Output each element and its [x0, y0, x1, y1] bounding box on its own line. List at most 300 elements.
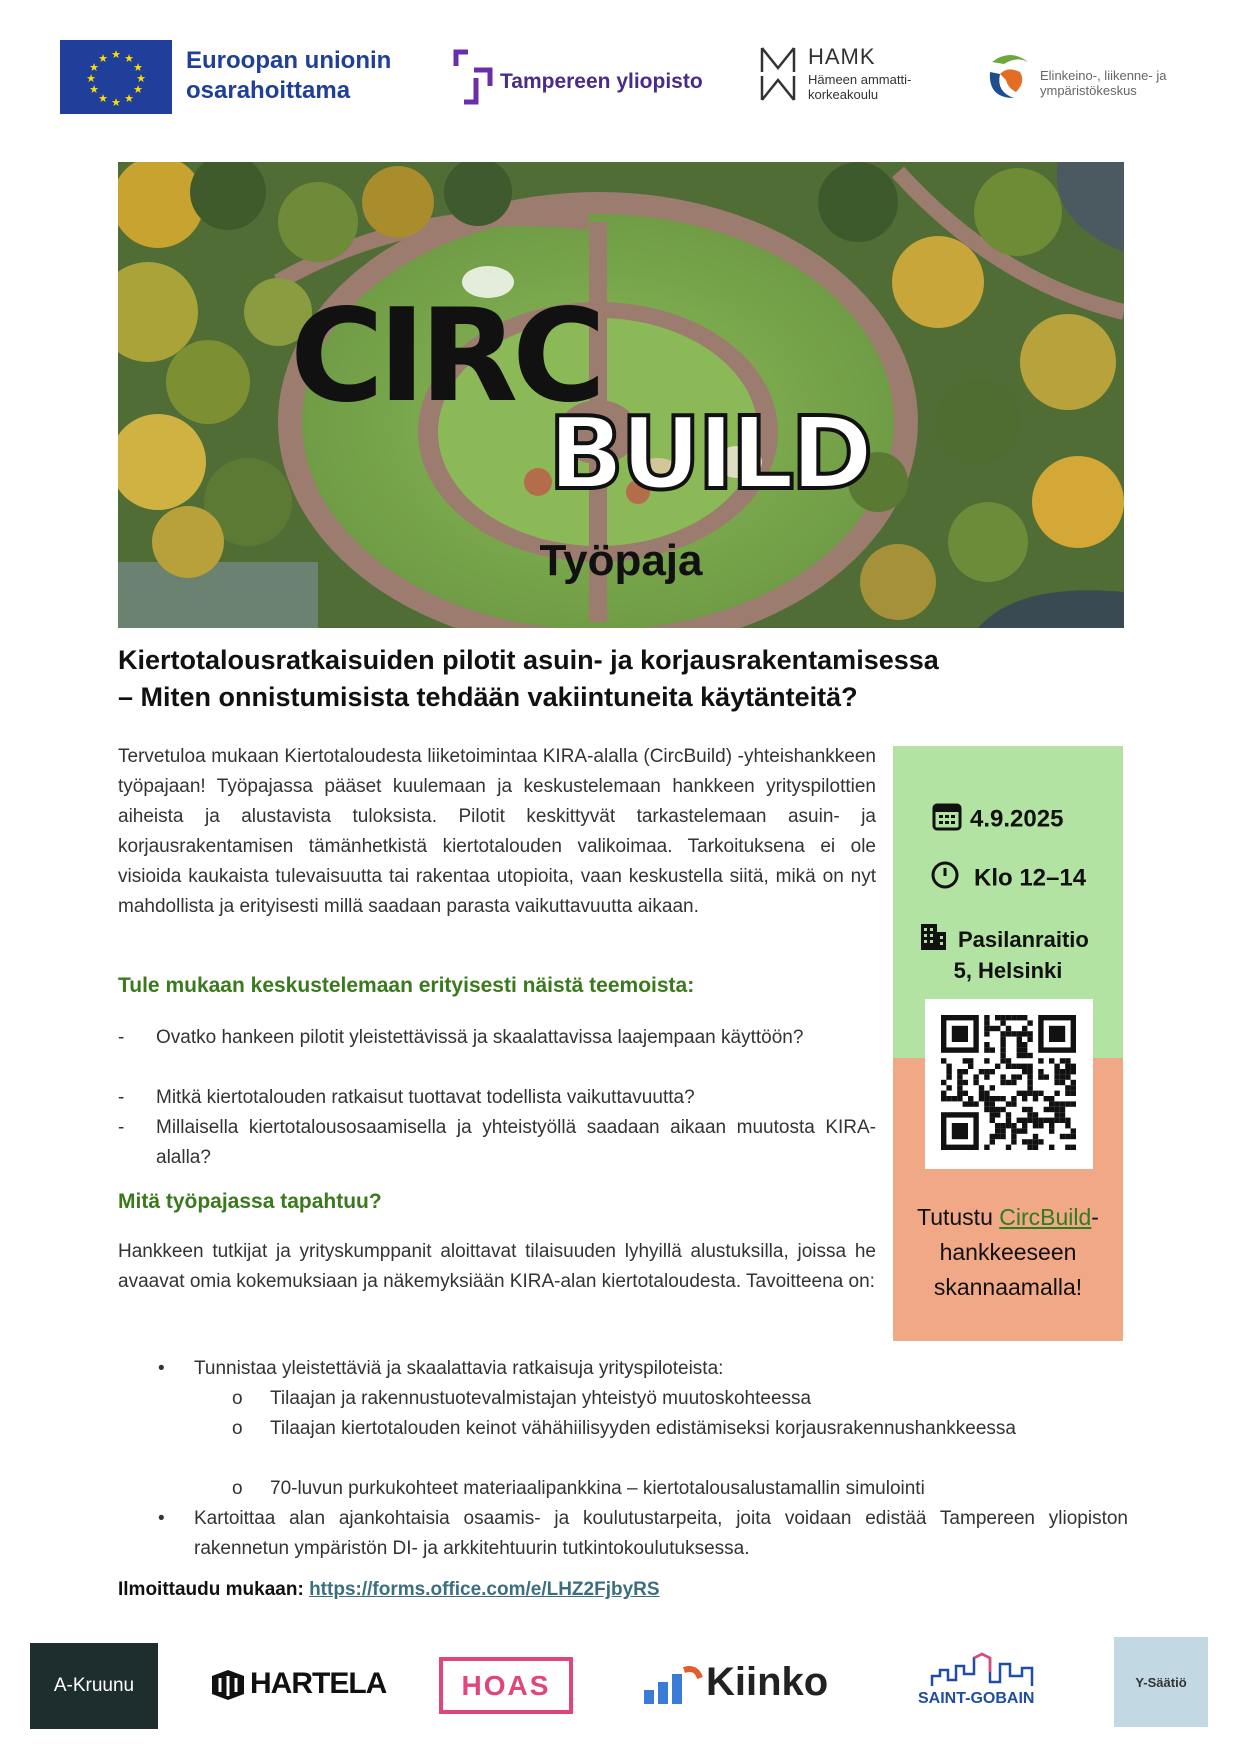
program-paragraph: Hankkeen tutkijat ja yrityskumppanit aloittavat tilaisuuden lyhyillä alustuksilla, joissa he avaavat omia kokemuksiaan ja näkemyksiään KIRA-alan kiertotaloudesta. Tavoitteena on:	[118, 1241, 876, 1292]
qr-finder	[1049, 1026, 1065, 1042]
qr-module	[1065, 1069, 1070, 1074]
dash-marker: -	[118, 1027, 125, 1048]
qr-module	[1017, 1128, 1022, 1133]
qr-module	[957, 1096, 962, 1101]
qr-module	[1033, 1123, 1038, 1128]
qr-module	[1054, 1091, 1059, 1096]
ely-logo-icon	[986, 52, 1034, 107]
goal-text: Tunnistaa yleistettäviä ja skaalattavia ratkaisuja yrityspiloteista:	[194, 1358, 724, 1379]
headline-line2: – Miten onnistumisista tehdään vakiintuneita käytänteitä?	[118, 682, 858, 712]
qr-module	[1071, 1145, 1076, 1150]
qr-module	[1049, 1123, 1054, 1128]
subgoal-text: 70-luvun purkukohteet materiaalipankkina – kiertotalousalustamallin simulointi	[270, 1478, 925, 1499]
qr-module	[1017, 1053, 1022, 1058]
qr-module	[1054, 1112, 1059, 1117]
headline-line1: Kiertotalousratkaisuiden pilotit asuin- ja korjausrakentamisessa	[118, 645, 939, 675]
qr-module	[1011, 1064, 1016, 1069]
qr-module	[1011, 1015, 1016, 1020]
qr-module	[973, 1101, 978, 1106]
svg-text:★: ★	[98, 92, 108, 105]
qr-module	[984, 1069, 989, 1074]
svg-text:★: ★	[124, 92, 134, 105]
tuni-name: Tampereen yliopisto	[500, 70, 703, 93]
qr-module	[984, 1145, 989, 1150]
qr-module	[1017, 1031, 1022, 1036]
qr-module	[995, 1015, 1000, 1020]
qr-module	[968, 1096, 973, 1101]
subbullet-marker: o	[232, 1388, 243, 1409]
qr-module	[963, 1069, 968, 1074]
subgoal-item	[232, 1474, 1128, 1504]
qr-module	[1006, 1101, 1011, 1106]
bullet-marker: •	[158, 1358, 165, 1379]
qr-module	[1049, 1107, 1054, 1112]
subbullet-marker: o	[232, 1478, 243, 1499]
event-place	[918, 922, 1148, 958]
logo-circ: CIRC	[290, 282, 601, 431]
qr-module	[1027, 1112, 1032, 1117]
qr-module	[990, 1069, 995, 1074]
qr-module	[1006, 1145, 1011, 1150]
qr-module	[1011, 1139, 1016, 1144]
theme-item	[118, 1083, 876, 1113]
qr-module	[1006, 1080, 1011, 1085]
qr-module	[1054, 1101, 1059, 1106]
qr-module	[1027, 1020, 1032, 1025]
qr-module	[963, 1080, 968, 1085]
qr-call-to-action	[893, 1200, 1123, 1305]
qr-module	[957, 1074, 962, 1079]
qr-module	[1006, 1112, 1011, 1117]
qr-module	[1065, 1091, 1070, 1096]
subgoal-text: Tilaajan ja rakennustuotevalmistajan yhteistyö muutoskohteessa	[270, 1388, 812, 1409]
qr-module	[1000, 1128, 1005, 1133]
eu-line2: osarahoittama	[186, 77, 351, 104]
tuni-logo-icon	[452, 48, 496, 111]
qr-module	[984, 1107, 989, 1112]
qr-module	[1054, 1107, 1059, 1112]
dash-marker: -	[118, 1087, 125, 1108]
qr-module	[1071, 1069, 1076, 1074]
qr-module	[952, 1096, 957, 1101]
subgoal-item	[232, 1414, 1128, 1444]
qr-module	[990, 1107, 995, 1112]
qr-module	[957, 1069, 962, 1074]
svg-text:★: ★	[133, 83, 143, 96]
qr-module	[1006, 1064, 1011, 1069]
qr-module	[946, 1085, 951, 1090]
theme-text: Millaisella kiertotalousosaamisella ja yhteistyöllä saadaan aikaan muutosta KIRA-alalla?	[156, 1117, 876, 1168]
calendar-icon	[932, 801, 962, 838]
qr-module	[990, 1118, 995, 1123]
qr-module	[990, 1047, 995, 1052]
qr-module	[1027, 1139, 1032, 1144]
hamk-subtitle	[808, 72, 911, 102]
qr-module	[1000, 1042, 1005, 1047]
qr-module	[1022, 1031, 1027, 1036]
qr-module	[1060, 1074, 1065, 1079]
qr-module	[1017, 1015, 1022, 1020]
qr-module	[1060, 1107, 1065, 1112]
qr-module	[1071, 1101, 1076, 1106]
qr-module	[1027, 1074, 1032, 1079]
qr-module	[1022, 1015, 1027, 1020]
qr-module	[1038, 1069, 1043, 1074]
qr-module	[1049, 1145, 1054, 1150]
circbuild-logo	[290, 280, 930, 505]
qr-module	[1027, 1091, 1032, 1096]
qr-module	[1049, 1101, 1054, 1106]
qr-module	[1006, 1058, 1011, 1063]
qr-module	[1071, 1134, 1076, 1139]
qr-module	[990, 1112, 995, 1117]
qr-module	[1044, 1118, 1049, 1123]
dash-marker: -	[118, 1117, 125, 1138]
qr-module	[1060, 1112, 1065, 1117]
event-date	[932, 801, 1162, 838]
cta-line3: skannaamalla!	[933, 1274, 1083, 1300]
qr-module	[979, 1096, 984, 1101]
qr-module	[995, 1128, 1000, 1133]
hartela-logo-icon	[210, 1668, 246, 1707]
qr-module	[1027, 1069, 1032, 1074]
hamk-logo-icon	[760, 46, 796, 107]
ely-line2: ympäristökeskus	[1040, 83, 1137, 98]
signup-link[interactable]: https://forms.office.com/e/LHZ2FjbyRS	[309, 1579, 660, 1600]
partner-hartela: HARTELA	[250, 1667, 387, 1700]
qr-module	[1006, 1015, 1011, 1020]
qr-module	[946, 1064, 951, 1069]
qr-module	[1033, 1091, 1038, 1096]
ely-name	[1040, 68, 1166, 98]
qr-module	[1017, 1037, 1022, 1042]
qr-module	[1006, 1118, 1011, 1123]
qr-module	[1027, 1145, 1032, 1150]
qr-module	[984, 1047, 989, 1052]
qr-module	[1038, 1118, 1043, 1123]
qr-module	[1033, 1096, 1038, 1101]
qr-module	[1022, 1026, 1027, 1031]
qr-module	[1049, 1118, 1054, 1123]
qr-module	[1065, 1064, 1070, 1069]
qr-module	[984, 1031, 989, 1036]
time-text: Klo 12–14	[974, 864, 1087, 892]
qr-module	[1022, 1123, 1027, 1128]
qr-module	[941, 1096, 946, 1101]
place-line2: 5, Helsinki	[953, 958, 1063, 983]
partner-saint-gobain: SAINT-GOBAIN	[918, 1690, 1035, 1707]
qr-module	[1044, 1074, 1049, 1079]
qr-module	[1054, 1118, 1059, 1123]
qr-module	[1054, 1069, 1059, 1074]
signup-label: Ilmoittaudu mukaan:	[118, 1579, 304, 1600]
qr-module	[973, 1074, 978, 1079]
saint-gobain-skyline-icon	[930, 1652, 1050, 1693]
qr-module	[1065, 1085, 1070, 1090]
qr-module	[984, 1058, 989, 1063]
qr-module	[1022, 1053, 1027, 1058]
logo-build: BUILD	[548, 395, 870, 500]
partner-ysaatio: Y-Säätiö	[1114, 1637, 1208, 1727]
qr-module	[1000, 1015, 1005, 1020]
cta-pre: Tutustu	[917, 1204, 1000, 1230]
qr-module	[1000, 1047, 1005, 1052]
subgoal-text: Tilaajan kiertotalouden keinot vähähiilisyyden edistämiseksi korjausrakennushankkeessa	[270, 1418, 1016, 1439]
qr-module	[1022, 1047, 1027, 1052]
qr-module	[968, 1101, 973, 1106]
qr-module	[1000, 1134, 1005, 1139]
theme-item	[118, 1023, 876, 1053]
qr-module	[1065, 1074, 1070, 1079]
qr-module	[995, 1123, 1000, 1128]
date-text: 4.9.2025	[970, 805, 1064, 833]
qr-module	[1017, 1064, 1022, 1069]
qr-module	[973, 1080, 978, 1085]
qr-module	[1071, 1085, 1076, 1090]
qr-module	[995, 1096, 1000, 1101]
subbullet-marker: o	[232, 1418, 243, 1439]
qr-module	[1022, 1118, 1027, 1123]
qr-module	[1033, 1145, 1038, 1150]
svg-text:★: ★	[86, 72, 96, 85]
qr-module	[1022, 1042, 1027, 1047]
qr-module	[963, 1101, 968, 1106]
qr-module	[984, 1074, 989, 1079]
qr-module	[1038, 1091, 1043, 1096]
qr-module	[1027, 1085, 1032, 1090]
qr-module	[1060, 1069, 1065, 1074]
program-heading: Mitä työpajassa tapahtuu?	[118, 1190, 382, 1213]
partner-akruunu: A-Kruunu	[30, 1643, 158, 1729]
qr-module	[1060, 1101, 1065, 1106]
subgoal-item	[232, 1384, 1128, 1414]
qr-finder	[952, 1123, 968, 1139]
qr-module	[984, 1101, 989, 1106]
qr-module	[1022, 1064, 1027, 1069]
qr-module	[1000, 1037, 1005, 1042]
qr-module	[984, 1091, 989, 1096]
qr-module	[1060, 1118, 1065, 1123]
qr-module	[990, 1134, 995, 1139]
qr-module	[979, 1069, 984, 1074]
qr-module	[1011, 1096, 1016, 1101]
ely-line1: Elinkeino-, liikenne- ja	[1040, 68, 1167, 83]
partner-hoas: HOAS	[439, 1657, 573, 1714]
qr-module	[1071, 1064, 1076, 1069]
qr-module	[1000, 1080, 1005, 1085]
qr-module	[1006, 1123, 1011, 1128]
qr-module	[984, 1026, 989, 1031]
qr-module	[946, 1096, 951, 1101]
qr-module	[1049, 1058, 1054, 1063]
headline	[118, 642, 1128, 716]
qr-module	[1011, 1123, 1016, 1128]
qr-module	[1022, 1107, 1027, 1112]
goal-item	[158, 1354, 1128, 1384]
cta-line2: hankkeeseen	[939, 1239, 1077, 1265]
qr-module	[1071, 1128, 1076, 1133]
qr-module	[1071, 1080, 1076, 1085]
qr-module	[1027, 1064, 1032, 1069]
cta-post: -	[1091, 1204, 1099, 1230]
eu-line1: Euroopan unionin	[186, 47, 392, 74]
qr-module	[1017, 1042, 1022, 1047]
qr-module	[1000, 1058, 1005, 1063]
qr-module	[984, 1096, 989, 1101]
event-time	[930, 860, 1160, 897]
qr-module	[946, 1074, 951, 1079]
qr-module	[957, 1085, 962, 1090]
bullet-marker: •	[158, 1508, 165, 1529]
partner-kiinko: Kiinko	[706, 1660, 829, 1704]
qr-module	[1038, 1123, 1043, 1128]
qr-module	[995, 1134, 1000, 1139]
qr-module	[963, 1091, 968, 1096]
qr-module	[1027, 1037, 1032, 1042]
svg-text:★: ★	[124, 52, 134, 65]
clock-icon	[930, 860, 960, 897]
qr-module	[1000, 1020, 1005, 1025]
qr-module	[1054, 1080, 1059, 1085]
qr-module	[1065, 1134, 1070, 1139]
qr-module	[984, 1042, 989, 1047]
qr-code[interactable]	[925, 999, 1093, 1169]
qr-module	[946, 1069, 951, 1074]
qr-module	[1000, 1053, 1005, 1058]
qr-module	[1027, 1053, 1032, 1058]
qr-module	[1011, 1101, 1016, 1106]
qr-module	[1033, 1112, 1038, 1117]
qr-module	[1033, 1118, 1038, 1123]
qr-module	[979, 1091, 984, 1096]
theme-item	[118, 1113, 876, 1173]
qr-module	[968, 1064, 973, 1069]
qr-module	[1027, 1118, 1032, 1123]
qr-module	[1022, 1096, 1027, 1101]
qr-module	[1011, 1074, 1016, 1079]
qr-module	[1049, 1128, 1054, 1133]
svg-text:★: ★	[98, 52, 108, 65]
qr-module	[1011, 1080, 1016, 1085]
qr-module	[1060, 1134, 1065, 1139]
qr-module	[1006, 1026, 1011, 1031]
qr-module	[1044, 1107, 1049, 1112]
qr-module	[990, 1085, 995, 1090]
qr-module	[1065, 1101, 1070, 1106]
kiinko-logo-icon	[644, 1664, 704, 1713]
qr-module	[1000, 1107, 1005, 1112]
qr-finder	[952, 1026, 968, 1042]
qr-module	[1060, 1058, 1065, 1063]
intro-paragraph: Tervetuloa mukaan Kiertotaloudesta liiketoimintaa KIRA-alalla (CircBuild) -yhteishankkeen työpajaan! Työpajassa pääset kuulemaan ja keskustelemaan hankkeen yrityspilottien aiheista ja alustavista tuloksista. Pilotit keskittyvät tarkastelemaan asuin- ja korjausrakentamisen tämänhetkistä kiertotalouden valikoimaa. Tarkoituksena ei ole visioida kaukaista tulevaisuutta tai rakentaa utopioita, vaan keskustella siitä, mikä on nyt mahdollista ja erityisesti millä saadaan parasta vaikuttavuutta aikaan.	[118, 746, 876, 917]
svg-text:★: ★	[111, 48, 121, 61]
qr-module	[941, 1080, 946, 1085]
qr-module	[1022, 1091, 1027, 1096]
svg-text:★: ★	[136, 72, 146, 85]
hero-title: Työpaja	[539, 536, 703, 585]
qr-module	[984, 1020, 989, 1025]
qr-module	[1060, 1080, 1065, 1085]
qr-module	[1038, 1139, 1043, 1144]
eu-funding-text	[186, 46, 391, 106]
themes-heading: Tule mukaan keskustelemaan erityisesti näistä teemoista:	[118, 974, 695, 997]
place-line1: Pasilanraitio	[958, 927, 1089, 952]
cta-line1	[893, 1200, 1123, 1235]
qr-module	[995, 1064, 1000, 1069]
qr-module	[1071, 1091, 1076, 1096]
qr-module	[1065, 1058, 1070, 1063]
hamk-sub-line2: korkeakoulu	[808, 87, 879, 102]
qr-module	[1006, 1031, 1011, 1036]
svg-text:★: ★	[89, 83, 99, 96]
qr-module	[957, 1091, 962, 1096]
qr-module	[1000, 1096, 1005, 1101]
qr-module	[1054, 1064, 1059, 1069]
circbuild-link[interactable]: CircBuild	[999, 1204, 1092, 1230]
qr-module	[1017, 1118, 1022, 1123]
qr-module	[1000, 1074, 1005, 1079]
qr-module	[1017, 1091, 1022, 1096]
qr-module	[941, 1091, 946, 1096]
qr-module	[1065, 1118, 1070, 1123]
hamk-name: HAMK	[808, 44, 876, 69]
qr-module	[1044, 1096, 1049, 1101]
qr-module	[1022, 1069, 1027, 1074]
qr-module	[979, 1085, 984, 1090]
qr-module	[990, 1101, 995, 1106]
qr-module	[990, 1139, 995, 1144]
qr-module	[1027, 1031, 1032, 1036]
qr-module	[1027, 1080, 1032, 1085]
qr-module	[963, 1058, 968, 1063]
theme-text: Mitkä kiertotalouden ratkaisut tuottavat todellista vaikuttavuutta?	[156, 1087, 695, 1108]
svg-text:★: ★	[111, 96, 121, 109]
svg-text:★: ★	[89, 61, 99, 74]
qr-module	[1017, 1074, 1022, 1079]
signup	[118, 1579, 660, 1601]
qr-module	[941, 1058, 946, 1063]
building-icon	[918, 922, 948, 958]
theme-text: Ovatko hankeen pilotit yleistettävissä ja skaalattavissa laajempaan käyttöön?	[156, 1027, 804, 1048]
qr-module	[990, 1026, 995, 1031]
qr-module	[1000, 1031, 1005, 1036]
qr-module	[1000, 1123, 1005, 1128]
qr-module	[1049, 1096, 1054, 1101]
qr-module	[1027, 1107, 1032, 1112]
hamk-sub-line1: Hämeen ammatti-	[808, 72, 912, 87]
qr-module	[995, 1112, 1000, 1117]
svg-text:★: ★	[133, 61, 143, 74]
qr-module	[995, 1107, 1000, 1112]
qr-module	[1038, 1074, 1043, 1079]
qr-module	[1054, 1074, 1059, 1079]
goal-text: Kartoittaa alan ajankohtaisia osaamis- ja koulutustarpeita, joita voidaan edistää Tampereen yliopiston rakennetun ympäristön DI- ja arkkitehtuurin tutkintokoulutuksessa.	[194, 1508, 1128, 1559]
qr-module	[1022, 1139, 1027, 1144]
qr-module	[995, 1026, 1000, 1031]
qr-module	[1038, 1058, 1043, 1063]
qr-module	[1017, 1047, 1022, 1052]
qr-module	[1065, 1123, 1070, 1128]
qr-module	[984, 1015, 989, 1020]
qr-module	[1033, 1134, 1038, 1139]
qr-module	[968, 1058, 973, 1063]
qr-module	[1011, 1128, 1016, 1133]
qr-module	[1033, 1139, 1038, 1144]
eu-flag-logo	[60, 40, 172, 114]
qr-module	[1011, 1134, 1016, 1139]
goal-item	[158, 1504, 1128, 1564]
qr-module	[990, 1096, 995, 1101]
